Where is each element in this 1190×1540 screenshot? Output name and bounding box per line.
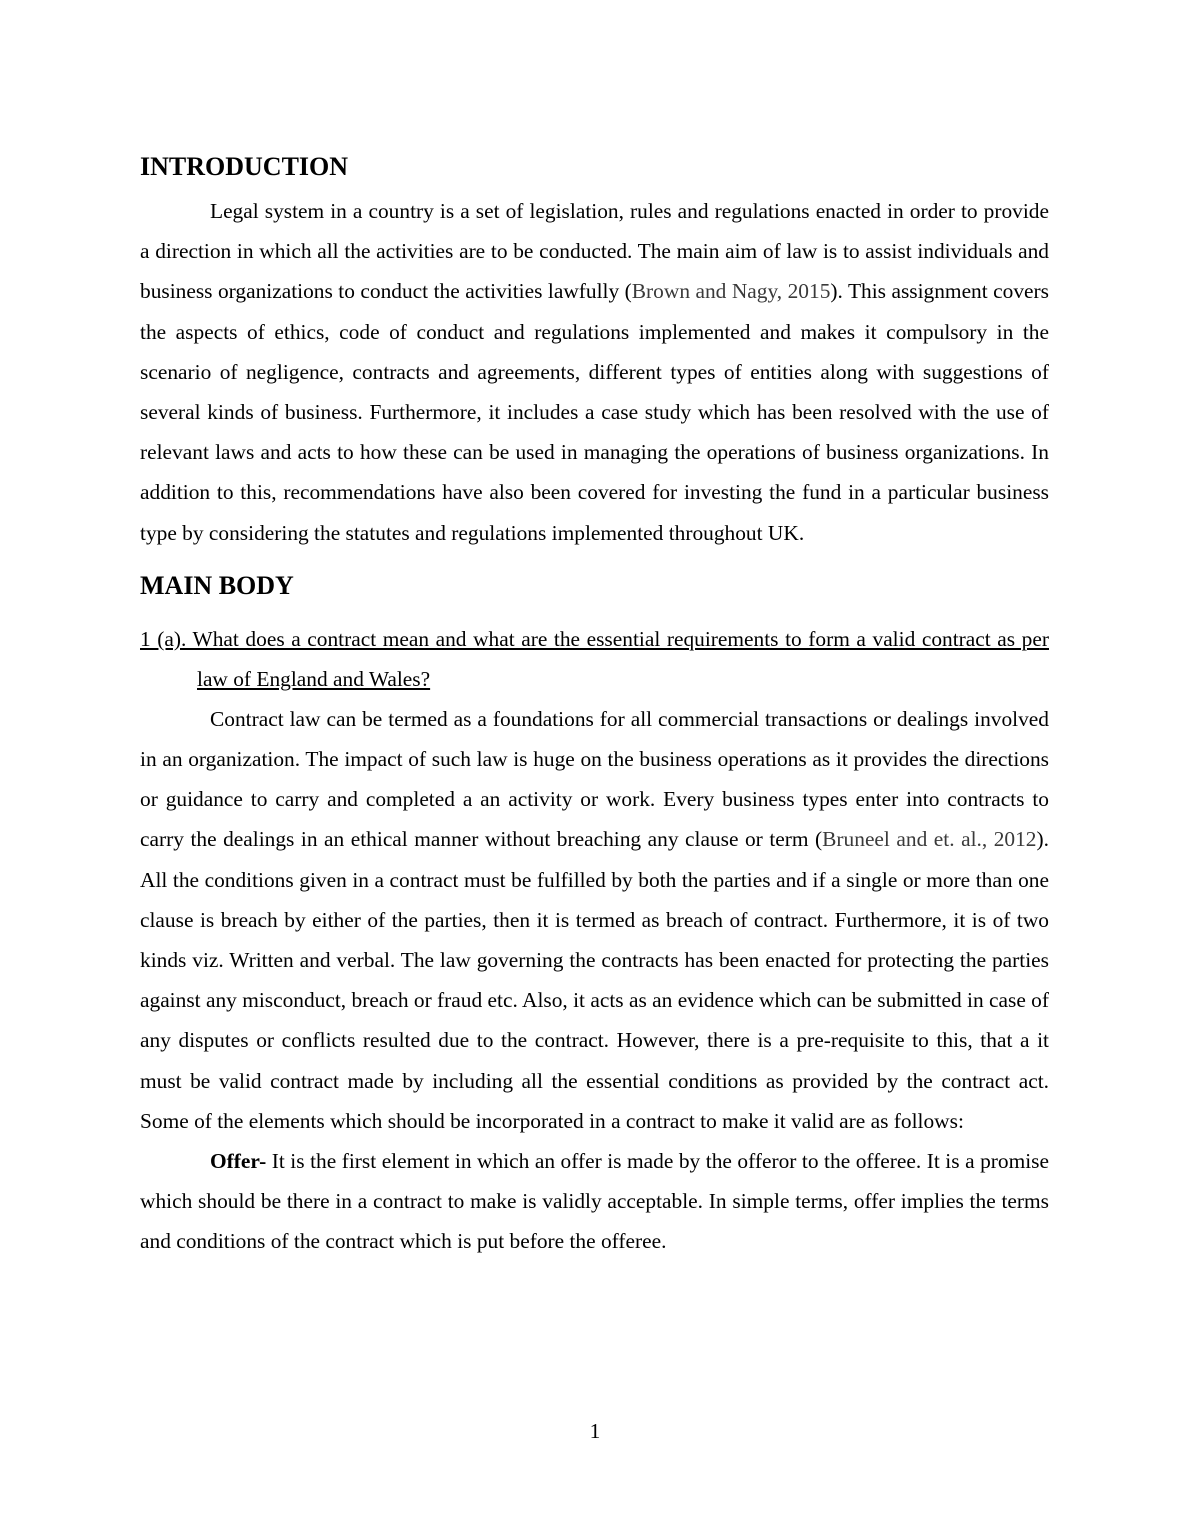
offer-paragraph: [140, 1141, 1049, 1262]
contract-text-part-1: Contract law can be termed as a foundations for all commercial transactions or dealings involved in an organization. The impact of such law is huge on the business operations as it provides the directions or guidance to carry and completed a an activity or work. Every business types enter into contracts to carry the dealings in an ethical manner without breaching any clause or term (: [140, 706, 1049, 852]
contract-text-part-2: ). All the conditions given in a contract must be fulfilled by both the parties and if a single or more than one clause is breach by either of the parties, then it is termed as breach of contract. Furthermore, it is of two kinds viz. Written and verbal. The law governing the contracts has been enacted for protecting the parties against any misconduct, breach or fraud etc. Also, it acts as an evidence which can be submitted in case of any disputes or conflicts resulted due to the contract. However, there is a pre-requisite to this, that a it must be valid contract made by including all the essential conditions as provided by the contract act. Some of the elements which should be incorporated in a contract to make it valid are as follows:: [140, 827, 1049, 1133]
citation-bruneel: Bruneel and et. al., 2012: [822, 827, 1037, 852]
intro-text-part-2: ). This assignment covers the aspects of ethics, code of conduct and regulations implemented and makes it compulsory in the scenario of negligence, contracts and agreements, different types of entities along with suggestions of several kinds of business. Furthermore, it includes a case study which has been resolved with the use of relevant laws and acts to how these can be used in managing the operations of business organizations. In addition to this, recommendations have also been covered for investing the fund in a particular business type by considering the statutes and regulations implemented throughout UK.: [140, 279, 1049, 545]
offer-text: It is the first element in which an offer is made by the offeror to the offeree. It is a promise which should be there in a contract to make is validly acceptable. In simple terms, offer implies the terms and conditions of the contract which is put before the offeree.: [140, 1149, 1049, 1254]
citation-brown-nagy: Brown and Nagy, 2015: [631, 279, 831, 304]
page-content: [140, 148, 1049, 1262]
introduction-heading: INTRODUCTION: [140, 152, 349, 181]
intro-text-part-1: Legal system in a country is a set of legislation, rules and regulations enacted in order to provide a direction in which all the activities are to be conducted. The main aim of law is to assist individuals and business organizations to conduct the activities lawfully (: [140, 199, 1049, 304]
page-number: 1: [589, 1419, 601, 1443]
question-1a: 1 (a). What does a contract mean and what are the essential requirements to form a valid contract as per law of England and Wales?: [140, 626, 1049, 691]
main-body-heading: MAIN BODY: [140, 570, 294, 600]
contract-law-paragraph: [140, 699, 1049, 1141]
offer-term: Offer-: [210, 1149, 267, 1174]
introduction-paragraph: [140, 191, 1049, 553]
